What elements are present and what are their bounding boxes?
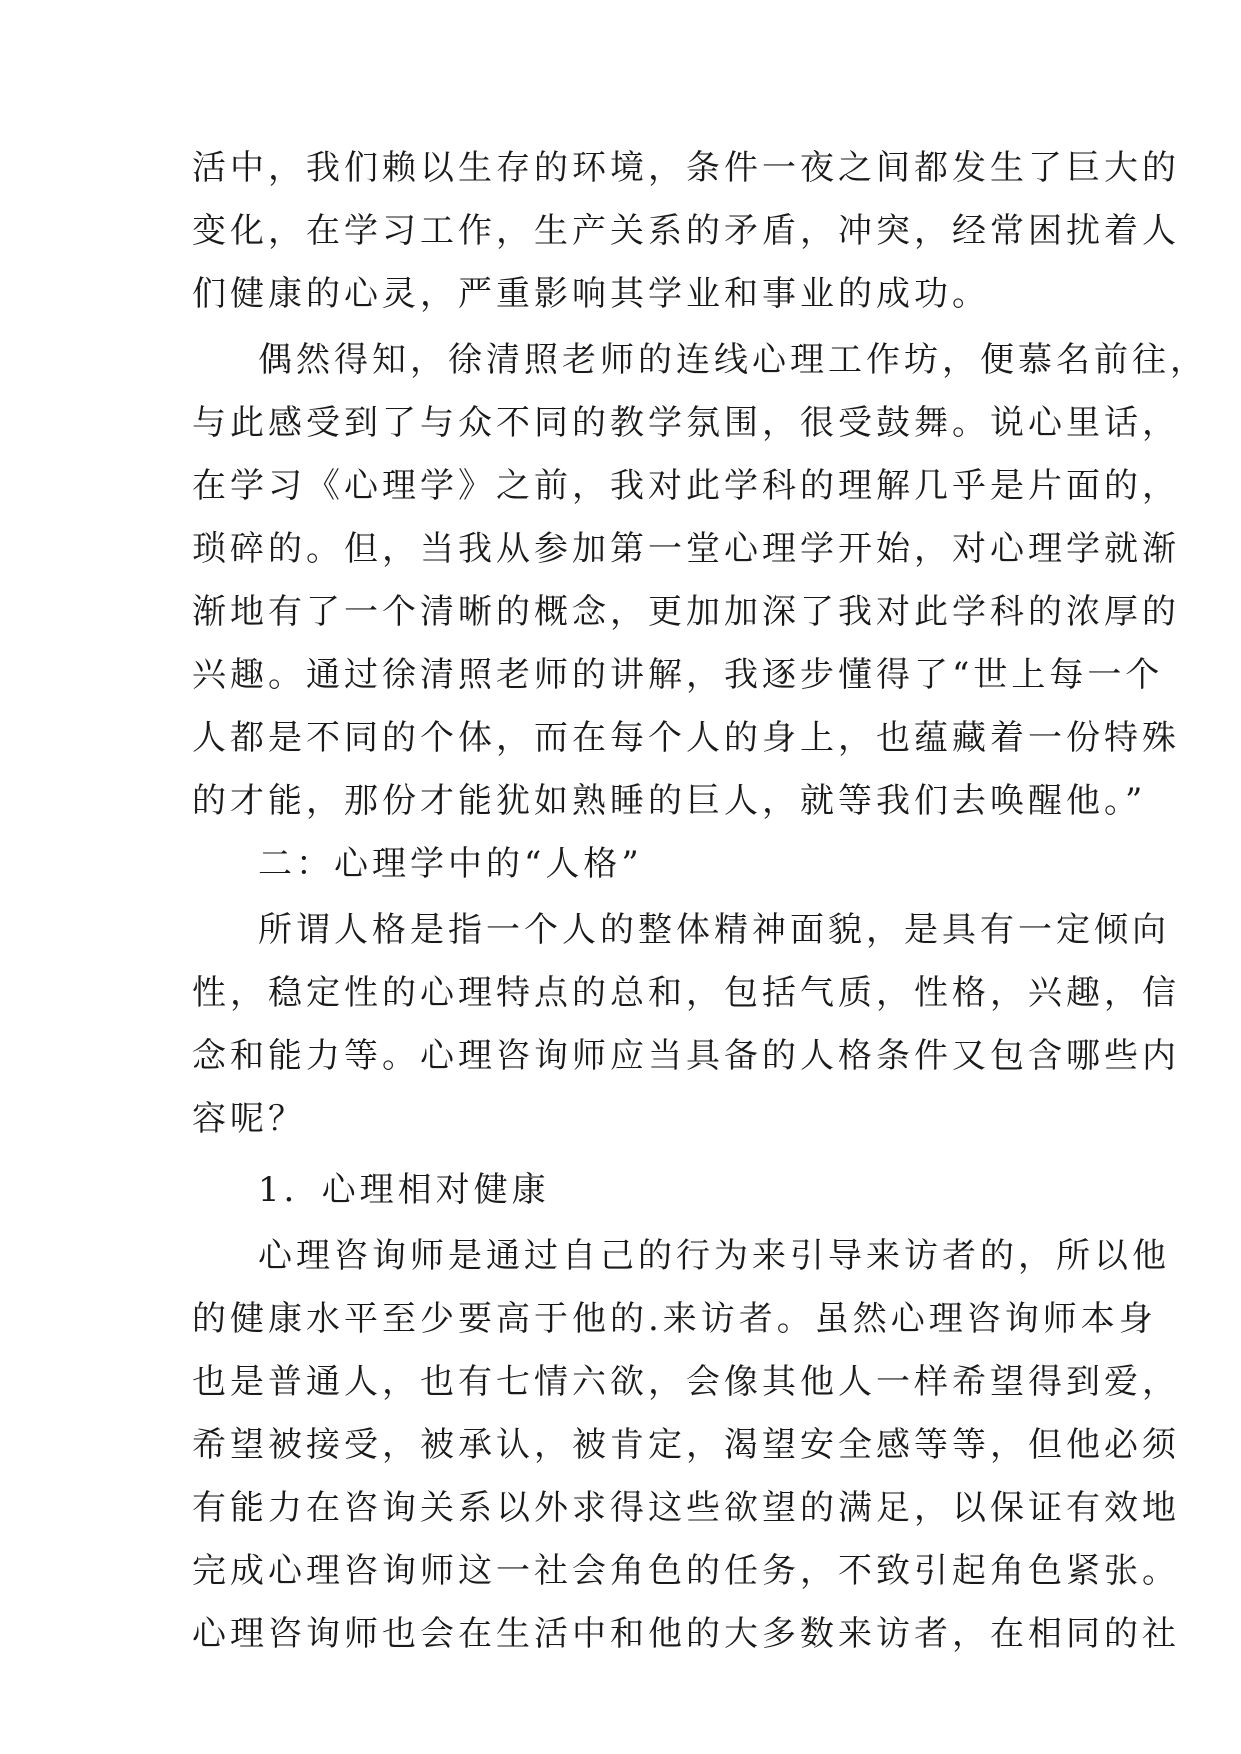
paragraph-start-line: 心理咨询师是通过自己的行为来引导来访者的，所以他 <box>258 1236 1170 1276</box>
text-line: 活中，我们赖以生存的环境，条件一夜之间都发生了巨大的 <box>192 148 1180 188</box>
text-line: 容呢？ <box>192 1099 306 1139</box>
text-line: 渐地有了一个清晰的概念，更加加深了我对此学科的浓厚的 <box>192 592 1180 632</box>
text-line: 性，稳定性的心理特点的总和，包括气质，性格，兴趣，信 <box>192 973 1180 1013</box>
text-line: 念和能力等。心理咨询师应当具备的人格条件又包含哪些内 <box>192 1036 1180 1076</box>
text-line: 琐碎的。但，当我从参加第一堂心理学开始，对心理学就渐 <box>192 529 1180 569</box>
text-line: 变化，在学习工作，生产关系的矛盾，冲突，经常困扰着人 <box>192 211 1180 251</box>
text-line: 兴趣。通过徐清照老师的讲解，我逐步懂得了“世上每一个 <box>192 655 1164 695</box>
text-line: 与此感受到了与众不同的教学氛围，很受鼓舞。说心里话， <box>192 403 1180 443</box>
section-heading: 二：心理学中的“人格” <box>258 844 643 884</box>
text-line: 人都是不同的个体，而在每个人的身上，也蕴藏着一份特殊 <box>192 718 1180 758</box>
paragraph-start-line: 所谓人格是指一个人的整体精神面貌，是具有一定倾向 <box>258 910 1170 950</box>
text-line: 也是普通人，也有七情六欲，会像其他人一样希望得到爱， <box>192 1362 1180 1402</box>
text-line: 心理咨询师也会在生活中和他的大多数来访者，在相同的社 <box>192 1614 1180 1654</box>
subsection-heading: 1．心理相对健康 <box>258 1170 550 1210</box>
text-line: 们健康的心灵，严重影响其学业和事业的成功。 <box>192 274 990 314</box>
paragraph-start-line: 偶然得知，徐清照老师的连线心理工作坊，便慕名前往， <box>258 340 1208 380</box>
text-line: 的健康水平至少要高于他的.来访者。虽然心理咨询师本身 <box>192 1299 1157 1339</box>
text-line: 在学习《心理学》之前，我对此学科的理解几乎是片面的， <box>192 466 1180 506</box>
text-line: 的才能，那份才能犹如熟睡的巨人，就等我们去唤醒他。” <box>192 781 1147 821</box>
text-line: 希望被接受，被承认，被肯定，渴望安全感等等，但他必须 <box>192 1425 1180 1465</box>
text-line: 完成心理咨询师这一社会角色的任务，不致引起角色紧张。 <box>192 1551 1180 1591</box>
text-line: 有能力在咨询关系以外求得这些欲望的满足，以保证有效地 <box>192 1488 1180 1528</box>
